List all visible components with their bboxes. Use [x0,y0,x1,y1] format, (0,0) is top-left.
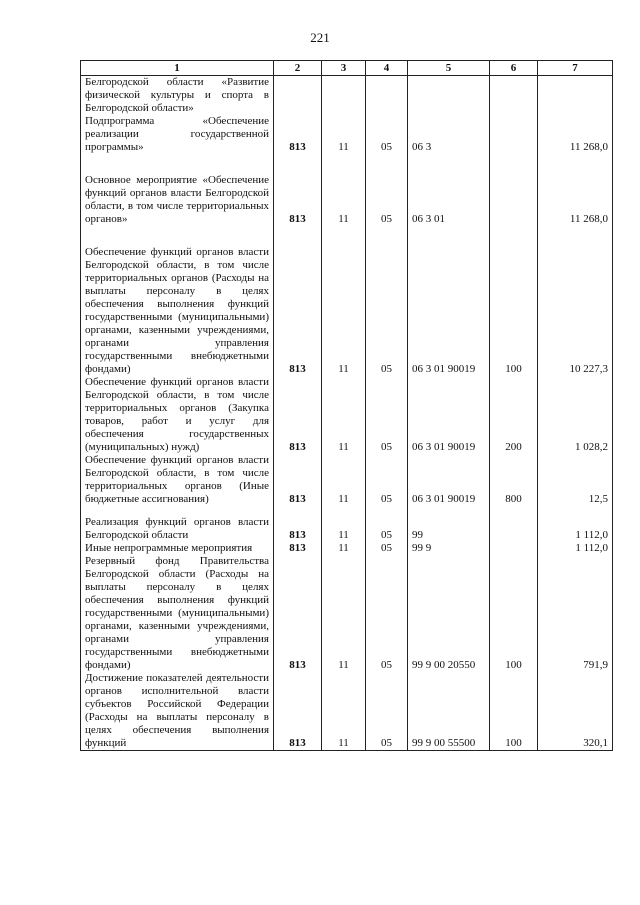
budget-table [80,60,613,751]
row-csr: 06 3 01 90019 [408,454,490,506]
row-csr: 06 3 01 90019 [408,246,490,376]
row-rz: 11 [322,246,366,376]
row-vr [490,174,538,226]
row-spacer [81,236,613,246]
row-vr [490,76,538,116]
row-csr: 06 3 [408,115,490,154]
row-sum: 11 268,0 [538,174,613,226]
table-row [81,76,613,116]
row-vr: 100 [490,246,538,376]
row-rz: 11 [322,376,366,454]
row-grbs: 813 [274,672,322,751]
row-spacer [81,154,613,164]
row-csr: 99 9 00 55500 [408,672,490,751]
row-csr: 06 3 01 90019 [408,376,490,454]
table-row [81,246,613,376]
row-name: Основное мероприятие «Обеспечение функций органов власти Белгородской области, в том числе территориальных органов» [81,174,274,226]
row-rz [322,76,366,116]
row-sum: 12,5 [538,454,613,506]
row-pr [366,76,408,116]
row-sum: 791,9 [538,555,613,672]
row-pr: 05 [366,672,408,751]
header-col-3: 3 [322,61,366,76]
row-pr: 05 [366,246,408,376]
row-spacer [81,226,613,236]
row-name: Реализация функций органов власти Белгородской области [81,516,274,542]
header-col-7: 7 [538,61,613,76]
row-pr: 05 [366,555,408,672]
row-sum: 1 112,0 [538,516,613,542]
row-sum: 10 227,3 [538,246,613,376]
row-grbs: 813 [274,174,322,226]
row-rz: 11 [322,454,366,506]
row-pr: 05 [366,454,408,506]
header-col-6: 6 [490,61,538,76]
row-sum [538,76,613,116]
row-grbs: 813 [274,376,322,454]
row-name: Подпрограмма «Обеспечение реализации государственной программы» [81,115,274,154]
row-name: Белгородской области «Развитие физической культуры и спорта в Белгородской области» [81,76,274,116]
row-vr: 200 [490,376,538,454]
table-row [81,672,613,751]
row-csr [408,76,490,116]
row-grbs: 813 [274,542,322,555]
row-spacer [81,164,613,174]
row-vr: 100 [490,672,538,751]
table-row [81,516,613,542]
row-name: Иные непрограммные мероприятия [81,542,274,555]
row-grbs: 813 [274,115,322,154]
row-pr: 05 [366,376,408,454]
row-rz: 11 [322,516,366,542]
table-row [81,542,613,555]
row-name: Обеспечение функций органов власти Белгородской области, в том числе территориальных органов (Иные бюджетные ассигнования) [81,454,274,506]
table-row [81,115,613,154]
table-row [81,555,613,672]
row-pr: 05 [366,115,408,154]
row-grbs: 813 [274,516,322,542]
row-vr [490,542,538,555]
row-csr: 99 9 [408,542,490,555]
row-rz: 11 [322,672,366,751]
row-pr: 05 [366,542,408,555]
table-row [81,454,613,506]
row-grbs: 813 [274,555,322,672]
header-col-4: 4 [366,61,408,76]
row-name: Достижение показателей деятельности органов исполнительной власти субъектов Российской Федерации (Расходы на выплаты персоналу в целях обеспечения выполнения функций [81,672,274,751]
table-row [81,174,613,226]
row-sum: 11 268,0 [538,115,613,154]
row-csr: 06 3 01 [408,174,490,226]
row-grbs: 813 [274,246,322,376]
row-csr: 99 [408,516,490,542]
row-vr [490,516,538,542]
row-name: Обеспечение функций органов власти Белгородской области, в том числе территориальных органов (Закупка товаров, работ и услуг для обеспечения государственных (муниципальных) нужд) [81,376,274,454]
row-rz: 11 [322,542,366,555]
header-col-5: 5 [408,61,490,76]
row-name: Обеспечение функций органов власти Белгородской области, в том числе территориальных органов (Расходы на выплаты персоналу в целях обеспечения выполнения функций государственными (муниципальными) органами, казенными учреждениями, органами управления государственными внебюджетными фондами) [81,246,274,376]
row-csr: 99 9 00 20550 [408,555,490,672]
row-sum: 320,1 [538,672,613,751]
header-col-2: 2 [274,61,322,76]
row-grbs [274,76,322,116]
row-vr [490,115,538,154]
row-grbs: 813 [274,454,322,506]
header-col-1: 1 [81,61,274,76]
row-sum: 1 112,0 [538,542,613,555]
row-rz: 11 [322,115,366,154]
row-sum: 1 028,2 [538,376,613,454]
row-rz: 11 [322,174,366,226]
row-pr: 05 [366,174,408,226]
row-name: Резервный фонд Правительства Белгородской области (Расходы на выплаты персоналу в целях обеспечения выполнения функций государственными (муниципальными) органами, казенными учреждениями, органами управления государственными внебюджетными фондами) [81,555,274,672]
page-number: 221 [310,30,330,45]
row-vr: 100 [490,555,538,672]
row-rz: 11 [322,555,366,672]
row-spacer [81,506,613,516]
row-pr: 05 [366,516,408,542]
table-row [81,376,613,454]
header-row [81,61,613,76]
row-vr: 800 [490,454,538,506]
